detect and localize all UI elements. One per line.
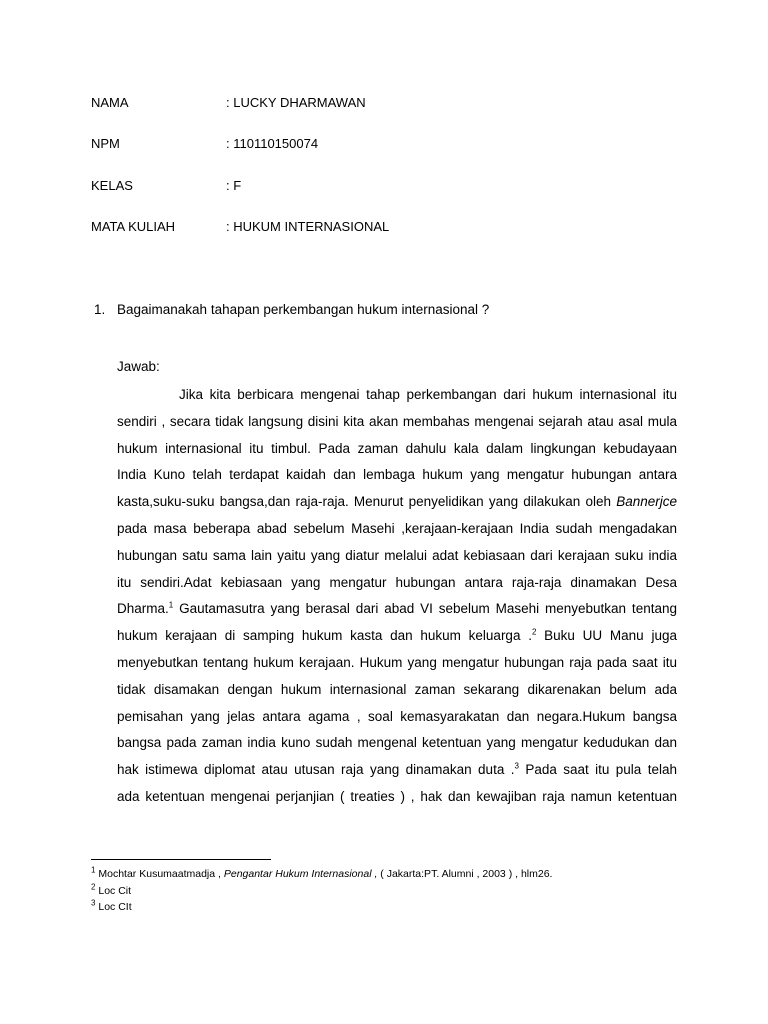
question-text: Bagaimanakah tahapan perkembangan hukum internasional ?	[117, 302, 490, 317]
header-label: NPM	[91, 136, 120, 151]
header-label: KELAS	[91, 178, 133, 193]
paragraph-text: kasta,suku-suku bangsa,dan raja-raja. Menurut penyelidikan yang dilakukan oleh	[117, 494, 612, 510]
footnote-mark: 3	[91, 898, 96, 908]
header-row-kelas	[91, 176, 691, 196]
answer-label: Jawab:	[117, 359, 160, 374]
header-row-mata-kuliah	[91, 217, 691, 237]
header-row-npm	[91, 134, 691, 154]
footnote-1	[91, 866, 691, 883]
header-label: NAMA	[91, 95, 129, 110]
paragraph-line: ada ketentuan mengenai perjanjian ( treaties ) , hak dan kewajiban raja namun ketentuan	[117, 788, 677, 804]
footnote-title: Pengantar Hukum Internasional ,	[223, 868, 378, 880]
paragraph-line: pemisahan yang jelas antara agama , soal kemasyarakatan dan negara.Hukum bangsa	[117, 708, 677, 724]
paragraph-line	[117, 623, 677, 650]
paragraph-line: India Kuno telah terdapat kaidah dan lembaga hukum yang mengatur hubungan antara	[117, 467, 677, 483]
footnote-ref[interactable]: 1	[168, 600, 174, 610]
footnote-publication: ( Jakarta:PT. Alumni , 2003 ) , hlm26.	[380, 868, 553, 880]
header-value: : HUKUM INTERNASIONAL	[226, 219, 390, 234]
paragraph-line: sendiri , secara tidak langsung disini kita akan membahas mengenai sejarah atau asal mula	[117, 413, 677, 429]
paragraph-line: bangsa pada zaman india kuno sudah mengenal ketentuan yang mengatur kedudukan dan	[117, 735, 677, 751]
footnote-3	[91, 899, 691, 916]
paragraph-line	[117, 489, 677, 516]
header-value: : 110110150074	[226, 136, 319, 151]
footnote-text: Loc Cit	[98, 884, 132, 897]
footnote-ref[interactable]: 3	[514, 761, 519, 771]
paragraph-line: hukum internasional itu timbul. Pada zaman dahulu kala dalam lingkungan kebudayaan	[117, 440, 677, 456]
paragraph-text: Dharma.	[117, 601, 169, 617]
footnote-mark: 1	[91, 865, 96, 875]
paragraph-line	[117, 757, 677, 784]
footnotes	[91, 866, 691, 916]
paragraph-text: Pada saat itu pula telah	[525, 762, 677, 778]
header-label: MATA KULIAH	[91, 219, 176, 234]
paragraph-line	[117, 596, 677, 623]
header-value: : LUCKY DHARMAWAN	[226, 95, 366, 110]
header-row-nama	[91, 93, 691, 113]
footnote-2	[91, 883, 691, 900]
answer-paragraph	[117, 382, 677, 811]
italic-name: Bannerjce	[616, 494, 677, 510]
paragraph-line: pada masa beberapa abad sebelum Masehi ,kerajaan-kerajaan India sudah mengadakan	[117, 520, 677, 536]
header-value: : F	[226, 178, 242, 193]
paragraph-line: itu sendiri.Adat kebiasaan yang mengatur hubungan antara raja-raja dinamakan Desa	[117, 574, 677, 590]
footnote-ref[interactable]: 2	[531, 627, 537, 637]
footnote-divider	[91, 859, 271, 860]
paragraph-text: Buku UU Manu juga	[544, 628, 677, 644]
footnote-author: Mochtar Kusumaatmadja ,	[98, 868, 221, 880]
paragraph-text: hak istimewa diplomat atau utusan raja yang dinamakan duta .	[117, 762, 515, 778]
paragraph-line: hubungan satu sama lain yaitu yang diatur melalui adat kebiasaan dari kerajaan suku india	[117, 547, 677, 563]
paragraph-text: Gautamasutra yang berasal dari abad VI sebelum Masehi menyebutkan tentang	[179, 601, 677, 617]
paragraph-text: hukum kerajaan di samping hukum kasta dan hukum keluarga .	[117, 628, 532, 644]
question-number: 1.	[94, 302, 106, 317]
footnote-text: Loc CIt	[98, 901, 132, 913]
paragraph-line: menyebutkan tentang hukum kerajaan. Hukum yang mengatur hubungan raja pada saat itu	[117, 654, 677, 670]
paragraph-line: tidak disamakan dengan hukum internasional zaman sekarang dikarenakan belum ada	[117, 681, 677, 697]
footnote-mark: 2	[91, 882, 96, 891]
paragraph-line: Jika kita berbicara mengenai tahap perkembangan dari hukum internasional itu	[179, 387, 677, 402]
